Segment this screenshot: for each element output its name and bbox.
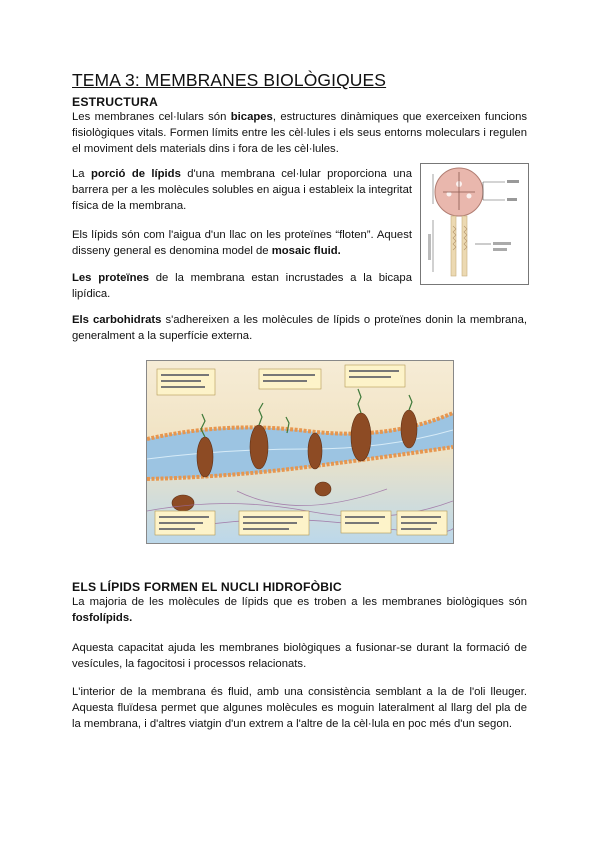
paragraph-bicapes: Les membranes cel·lulars són bicapes, estructures dinàmiques que exerceixen funcions fisiològiques vitals. Formen límits entre les cèl·lules i els seus entorns moleculars i regulen el moviment dels materials dins i fora de les cèl·lules. — [72, 111, 528, 156]
paragraph-fluidesa: L'interior de la membrana és fluid, amb una consistència semblant a la de l'oli lleuger. Aquesta fluïdesa permet que algunes molècules es moguin lateralment al llarg del pla de la membrana, i d'altres viatgin d'un extrem a l'altre de la cèl·lula en poc més d'un segon. — [72, 686, 527, 731]
section-heading-estructura: ESTRUCTURA — [72, 95, 158, 109]
phospholipid-diagram — [420, 163, 529, 285]
paragraph-fosfolipids: La majoria de les molècules de lípids que es troben a les membranes biològiques són fosfolípids. — [72, 596, 527, 625]
page-title: TEMA 3: MEMBRANES BIOLÒGIQUES — [72, 70, 387, 90]
paragraph-carbohidrats: Els carbohidrats s'adhereixen a les molècules de lípids o proteïnes donin la membrana, generalment a la superfície externa. — [72, 314, 527, 343]
paragraph-lipids: La porció de lípids d'una membrana cel·lular proporciona una barrera per a les molècules solubles en aigua i estableix la integritat física de la membrana. — [72, 168, 412, 213]
fluid-mosaic-diagram — [146, 360, 454, 544]
paragraph-proteines: Les proteïnes de la membrana estan incrustades a la bicapa lipídica. — [72, 272, 413, 301]
paragraph-mosaic-fluid: Els lípids són com l'aigua d'un llac on les proteïnes “floten”. Aquest disseny general es denomina model de mosaic fluid. — [72, 229, 412, 258]
section-heading-lipids: ELS LÍPIDS FORMEN EL NUCLI HIDROFÒBIC — [72, 580, 342, 594]
paragraph-fusionar: Aquesta capacitat ajuda les membranes biològiques a fusionar-se durant la formació de vesícules, la fagocitosi i processos relacionats. — [72, 642, 527, 671]
